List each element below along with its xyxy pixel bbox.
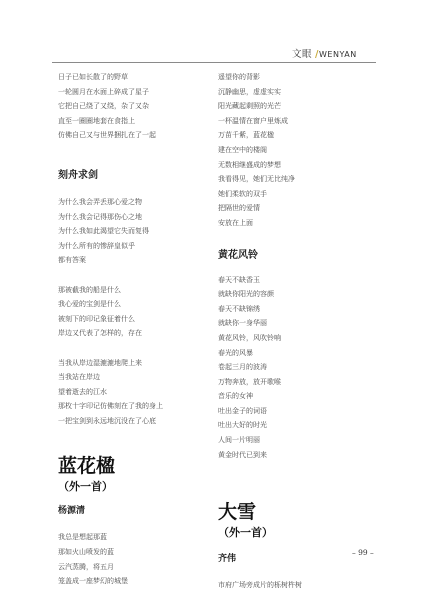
stanza xyxy=(218,273,368,463)
poem-line: 遥望你的背影 xyxy=(218,73,260,81)
poem-line: 吐出大好的时光 xyxy=(218,421,267,430)
poem-line: 那如火山喷发的蓝 xyxy=(58,548,114,557)
poem-line: 为什么所有的惨辞皇似乎 xyxy=(58,241,135,250)
poem-author: 杨源清 xyxy=(58,506,86,517)
poem-line: 为什么我会记得那伤心之地 xyxy=(58,212,142,221)
poem-line: 就缺你一身华丽 xyxy=(218,319,267,328)
poem-line: 我看得见，她们无比纯净 xyxy=(218,175,295,184)
poem-line: 那被截我的船是什么 xyxy=(58,285,121,294)
poem-line: 市府广场旁成片的栎树杵树 xyxy=(218,581,302,590)
poem-line: 一把宝剑到永远地沉没在了心底 xyxy=(58,416,156,425)
poem-line: 笼盖成一座梦幻的城堡 xyxy=(58,577,128,586)
poem-line: 无数相继盛成的梦想 xyxy=(218,160,281,169)
stanza xyxy=(58,195,198,268)
section-title: 黄花风铃 xyxy=(218,249,258,261)
poem-line: 万苗千紫，蓝花楹 xyxy=(218,131,274,140)
poem-line: 就缺你阳光的容颜 xyxy=(218,290,274,299)
poem-line: 为什么我如此渴望它失而复得 xyxy=(58,227,149,236)
right-column xyxy=(218,70,368,593)
poem-author: 齐伟 xyxy=(218,554,237,565)
poem-line: 为什么我会弄丢那心爱之物 xyxy=(58,197,142,206)
poem-line: 它把自己绕了又绕，杂了又杂 xyxy=(58,102,149,111)
column-name: 文眼 xyxy=(292,49,313,60)
magazine-header xyxy=(292,46,357,60)
poem-line: 音乐的女神 xyxy=(218,392,253,401)
left-column xyxy=(58,70,198,589)
poem-line: 春天不缺锦绣 xyxy=(218,304,260,313)
poem-line: 安放在上面 xyxy=(218,218,253,227)
poem-line: 把隔世的爱情 xyxy=(218,204,260,213)
poem-line: 黄花风铃，风吹铃响 xyxy=(218,333,281,342)
poem-title: 蓝花楹 xyxy=(58,455,116,478)
poem-line: 一杯温情在窗户里炼成 xyxy=(218,116,288,125)
poem-line: 我总是想起那蓝 xyxy=(58,533,107,542)
poem-continued xyxy=(218,70,368,231)
poem-line: 沉静幽思，虚虚实实 xyxy=(218,87,281,96)
poem-line: 被刻下的印记象征着什么 xyxy=(58,314,135,323)
poem-line: 吐出金子的词语 xyxy=(218,406,267,415)
poem-line: 我心爱的宝剑是什么 xyxy=(58,300,121,309)
poem-line: 黄金时代已到来 xyxy=(218,450,267,459)
page-number: – 99 – xyxy=(352,548,374,557)
poem-line: 建在空中的楼阁 xyxy=(218,145,267,154)
stanza xyxy=(58,283,198,341)
poem-line: 岸边又代表了怎样的，存在 xyxy=(58,329,142,338)
poem-line: 万物奔放，放开歌喉 xyxy=(218,377,281,386)
poem-subtitle: （外一首） xyxy=(58,480,113,494)
poem-line: 阳光藏起剩照的光芒 xyxy=(218,102,281,111)
column-name-en: WENYAN xyxy=(319,50,357,59)
poem-line: 望着逝去的江水 xyxy=(58,387,107,396)
poem-continued xyxy=(58,70,198,143)
poem-line: 人间一片明丽 xyxy=(218,436,260,445)
poem-line: 她们柔软的双手 xyxy=(218,189,267,198)
poem-line: 仿佛自己又与世界捆扎在了一起 xyxy=(58,131,156,140)
poem-line: 云汽蒸腾，将五月 xyxy=(58,562,114,571)
poem-line: 日子已如长散了的野草 xyxy=(58,73,128,81)
poem-line: 直至一圈圈地套在食指上 xyxy=(58,116,135,125)
section-title: 刻舟求剑 xyxy=(58,169,98,181)
poem-line: 春天不缺香玉 xyxy=(218,275,260,284)
poem-line: 当我站在岸边 xyxy=(58,373,100,382)
poem-line: 春光的风暴 xyxy=(218,348,253,357)
header-slash: / xyxy=(315,49,319,60)
header-divider xyxy=(52,62,376,63)
poem-line: 当我从岸边湿漉漉地爬上来 xyxy=(58,358,142,367)
poem-line: 一轮圆月在水面上碎成了星子 xyxy=(58,87,149,96)
poem-title: 大雪 xyxy=(218,501,257,524)
poem-subtitle: （外一首） xyxy=(218,526,273,540)
poem-line: 那枚十字印记仿佛刻在了我的身上 xyxy=(58,402,163,411)
poem-line: 卷起三月的波涛 xyxy=(218,363,267,372)
stanza xyxy=(58,356,198,429)
stanza xyxy=(58,530,198,588)
poem-line: 都有答案 xyxy=(58,256,86,265)
